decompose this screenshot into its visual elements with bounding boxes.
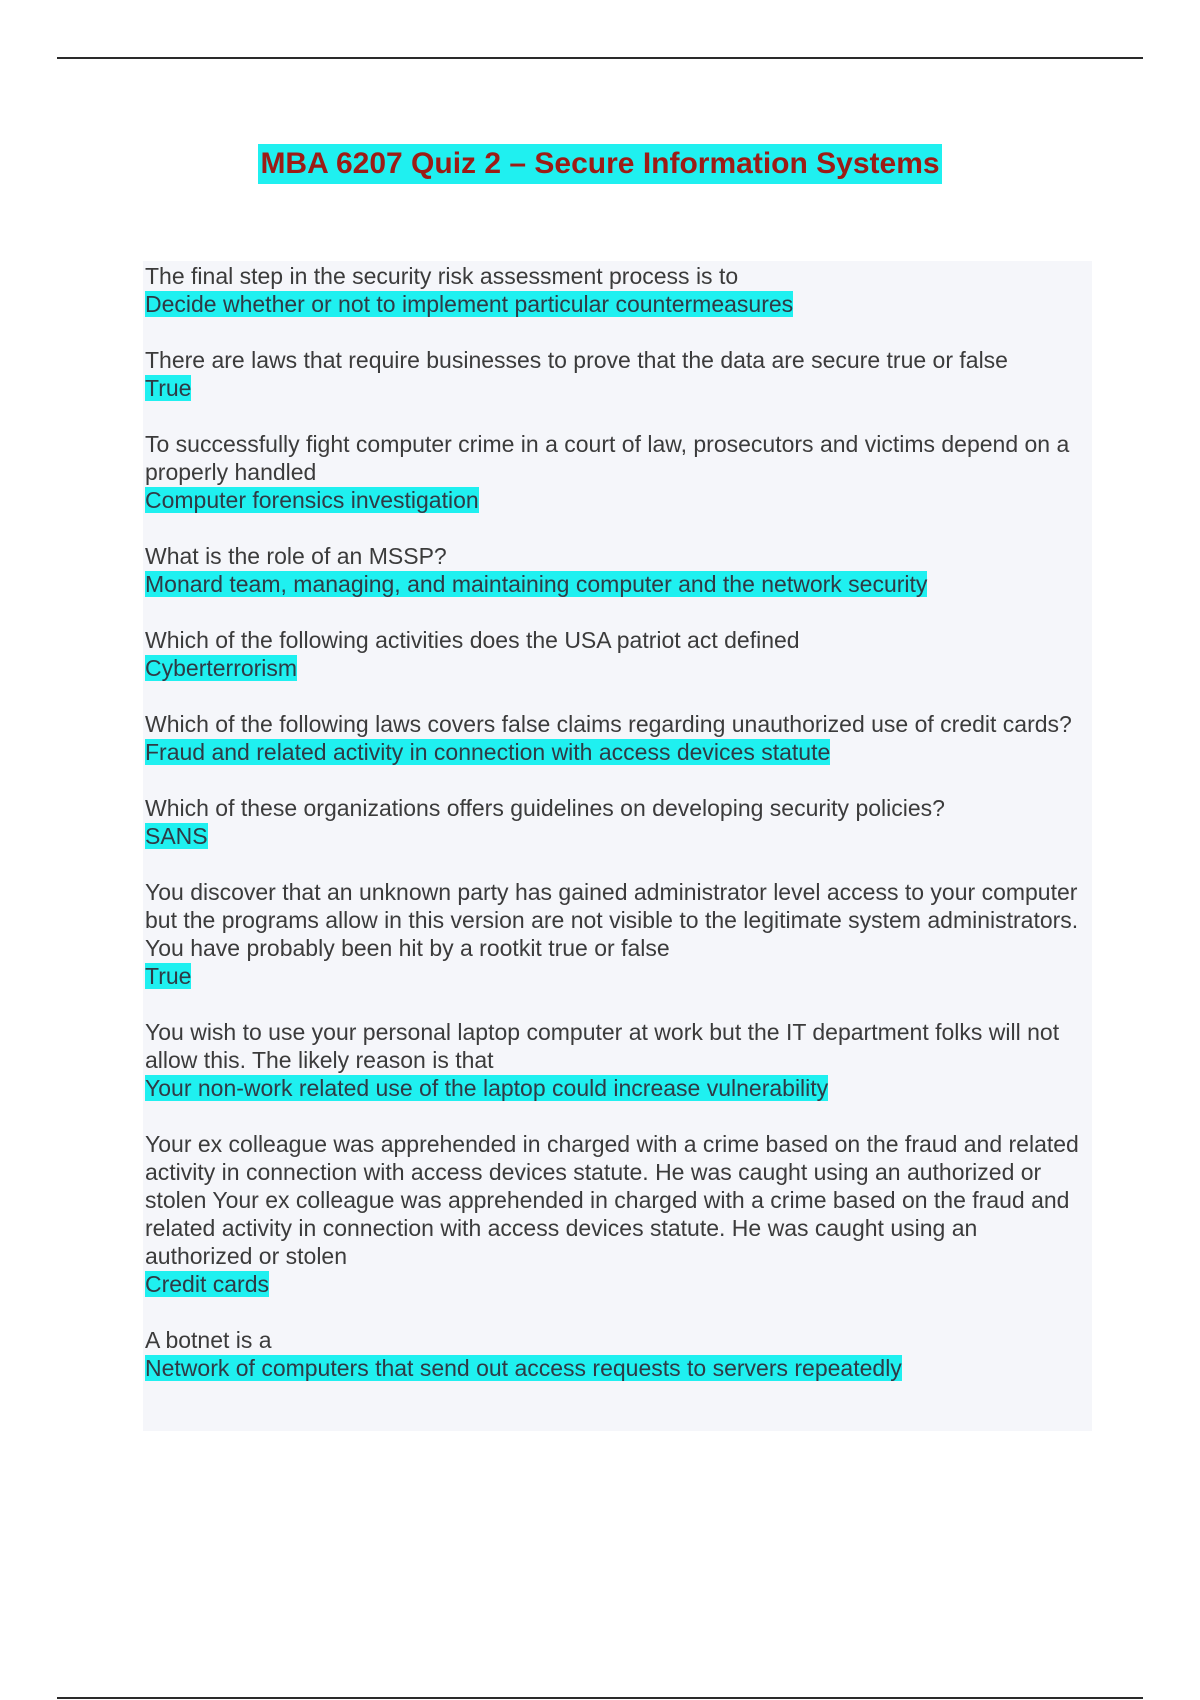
bottom-rule (57, 1697, 1143, 1699)
question-text: Which of the following activities does the USA patriot act defined (145, 627, 800, 653)
answer-text: Credit cards (145, 1271, 269, 1297)
title-container (0, 144, 1200, 184)
qa-item (145, 1326, 1090, 1382)
qa-item (145, 710, 1090, 766)
qa-item (145, 1018, 1090, 1102)
qa-item (145, 794, 1090, 850)
answer-text: Computer forensics investigation (145, 487, 479, 513)
top-rule (57, 57, 1143, 59)
question-text: You wish to use your personal laptop computer at work but the IT department folks will not allow this. The likely reason is that (145, 1019, 1060, 1073)
qa-item (145, 430, 1090, 514)
answer-text: SANS (145, 823, 208, 849)
question-text: The final step in the security risk assessment process is to (145, 263, 739, 289)
answer-text: Your non-work related use of the laptop could increase vulnerability (145, 1075, 829, 1101)
answer-text: Fraud and related activity in connection with access devices statute (145, 739, 831, 765)
question-text: There are laws that require businesses to prove that the data are secure true or false (145, 347, 1008, 373)
qa-item (145, 346, 1090, 402)
qa-item (145, 878, 1090, 990)
qa-item (145, 262, 1090, 318)
page-title: MBA 6207 Quiz 2 – Secure Information Systems (258, 144, 941, 184)
question-text: Which of these organizations offers guidelines on developing security policies? (145, 795, 945, 821)
qa-item (145, 542, 1090, 598)
answer-text: True (145, 963, 192, 989)
question-text: A botnet is a (145, 1327, 272, 1353)
answer-text: Cyberterrorism (145, 655, 298, 681)
question-text: Which of the following laws covers false claims regarding unauthorized use of credit cards? (145, 711, 1072, 737)
question-text: You discover that an unknown party has gained administrator level access to your computer but the programs allow in this version are not visible to the legitimate system administrators. You have probably been hit by a rootkit true or false (145, 879, 1079, 961)
answer-text: Network of computers that send out access requests to servers repeatedly (145, 1355, 902, 1381)
qa-list (145, 262, 1090, 1410)
question-text: To successfully fight computer crime in a court of law, prosecutors and victims depend on a properly handled (145, 431, 1070, 485)
qa-item (145, 626, 1090, 682)
question-text: Your ex colleague was apprehended in charged with a crime based on the fraud and related activity in connection with access devices statute. He was caught using an authorized or stolen Your ex colleague was apprehended in charged with a crime based on the fraud and related activity in connection with access devices statute. He was caught using an authorized or stolen (145, 1131, 1079, 1269)
qa-item (145, 1130, 1090, 1298)
answer-text: True (145, 375, 192, 401)
question-text: What is the role of an MSSP? (145, 543, 447, 569)
answer-text: Decide whether or not to implement particular countermeasures (145, 291, 794, 317)
answer-text: Monard team, managing, and maintaining computer and the network security (145, 571, 928, 597)
